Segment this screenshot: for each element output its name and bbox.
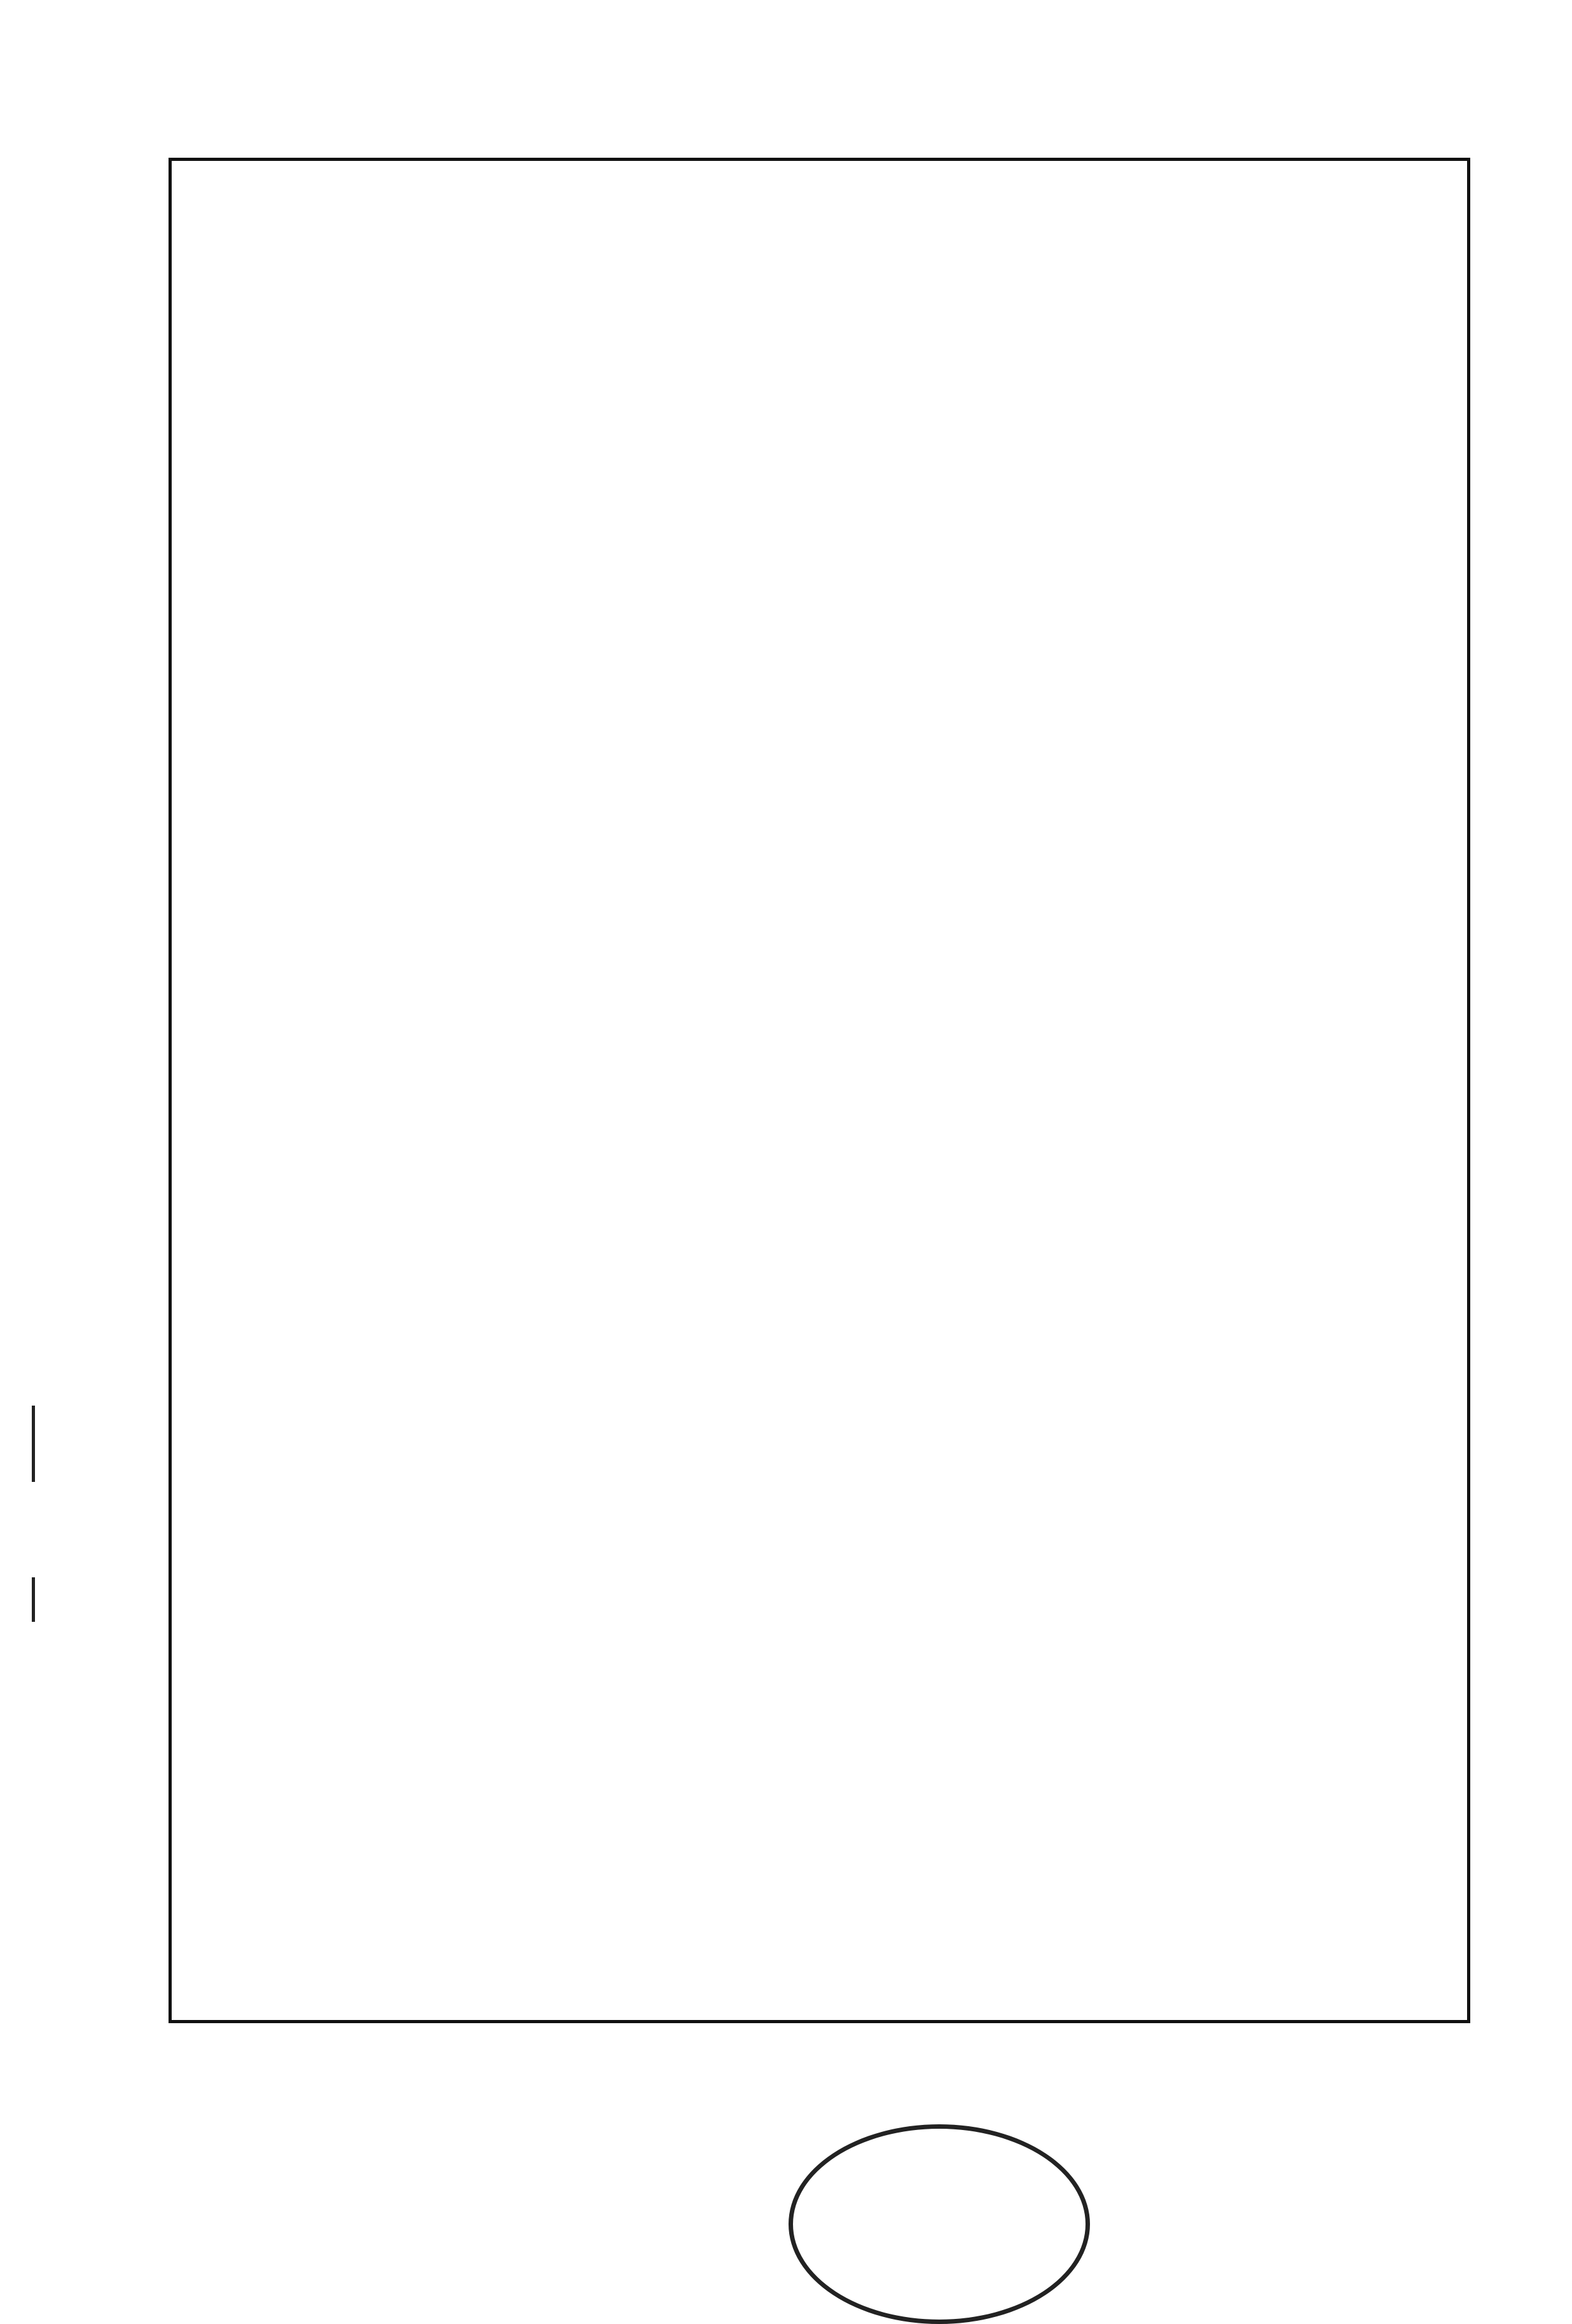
scan-mark <box>32 1406 35 1482</box>
scan-mark <box>32 1577 35 1622</box>
renovation-table <box>169 158 1470 2023</box>
official-seal <box>789 2124 1090 2324</box>
